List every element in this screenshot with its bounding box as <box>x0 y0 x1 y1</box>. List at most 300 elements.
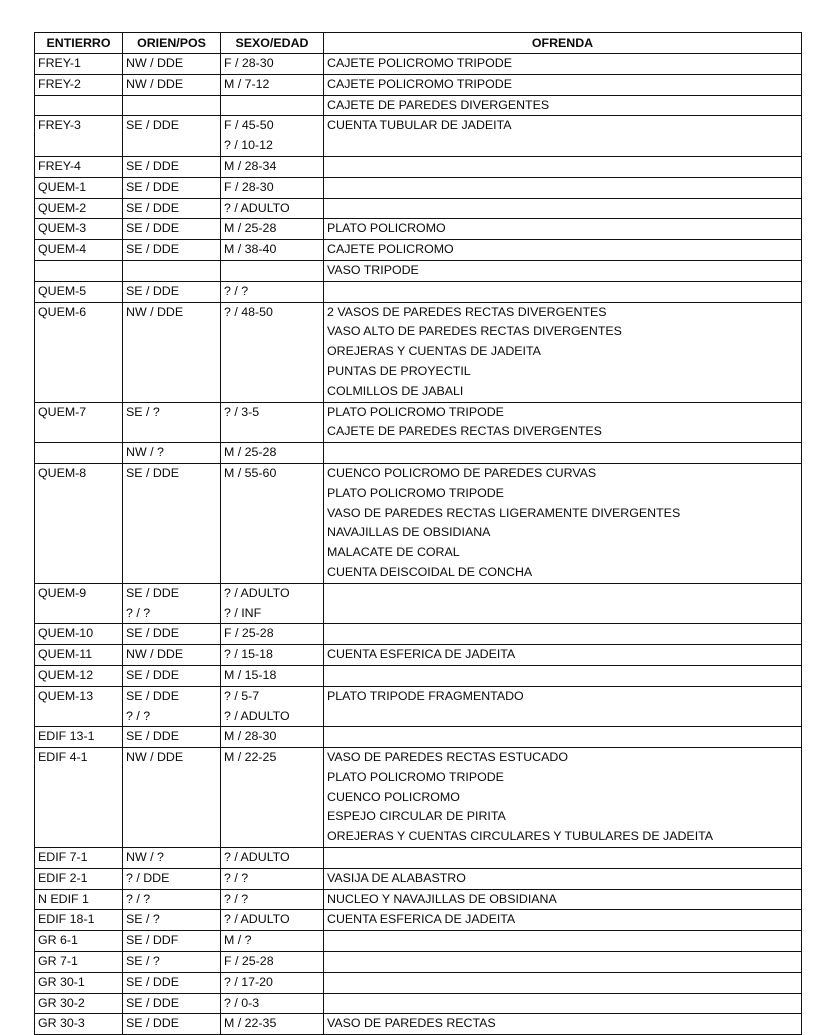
cell-sexo-edad <box>221 116 324 157</box>
cell-entierro <box>35 848 123 869</box>
cell-line: FREY-1 <box>38 56 81 70</box>
cell-ofrenda <box>324 463 802 583</box>
cell-ofrenda <box>324 993 802 1014</box>
cell-line: MALACATE DE CORAL <box>327 545 460 560</box>
cell-sexo-edad <box>221 240 324 261</box>
table-row <box>35 931 802 952</box>
cell-line: GR 30-1 <box>38 974 85 989</box>
cell-line: ? / ? <box>126 891 151 906</box>
cell-orien-pos <box>123 931 221 952</box>
cell-orien-pos <box>123 889 221 910</box>
table-row <box>35 95 802 116</box>
cell-sexo-edad <box>221 727 324 748</box>
cell-ofrenda <box>324 240 802 261</box>
cell-line: SE / DDE <box>126 585 180 600</box>
cell-line: CUENCO POLICROMO <box>327 789 460 804</box>
cell-entierro <box>35 686 123 727</box>
cell-line: VASO ALTO DE PAREDES RECTAS DIVERGENTES <box>327 324 622 339</box>
cell-line: SE / DDE <box>126 974 180 989</box>
cell-ofrenda <box>324 665 802 686</box>
cell-line: M / 25-28 <box>224 221 277 236</box>
cell-line: CAJETE DE PAREDES RECTAS DIVERGENTES <box>327 424 602 439</box>
cell-orien-pos <box>123 156 221 177</box>
table-row <box>35 686 802 727</box>
cell-line: NW / DDE <box>126 76 184 91</box>
cell-line: M / 22-35 <box>224 1016 277 1031</box>
cell-line: SE / ? <box>126 954 160 969</box>
cell-entierro <box>35 443 123 464</box>
cell-line: ? / ADULTO <box>224 200 290 215</box>
cell-sexo-edad <box>221 54 324 75</box>
cell-line: QUEM-13 <box>38 688 94 703</box>
cell-line: EDIF 2-1 <box>38 870 88 885</box>
cell-sexo-edad <box>221 198 324 219</box>
cell-sexo-edad <box>221 302 324 402</box>
cell-ofrenda <box>324 95 802 116</box>
cell-line: GR 6-1 <box>38 933 78 948</box>
cell-line: QUEM-7 <box>38 404 87 419</box>
cell-entierro <box>35 463 123 583</box>
cell-sexo-edad <box>221 281 324 302</box>
cell-line: ? / 10-12 <box>224 138 273 153</box>
cell-line <box>327 584 798 604</box>
cell-sexo-edad <box>221 74 324 95</box>
cell-line: PLATO POLICROMO TRIPODE <box>327 769 504 784</box>
cell-ofrenda <box>324 931 802 952</box>
cell-orien-pos <box>123 260 221 281</box>
cell-line: QUEM-10 <box>38 626 94 641</box>
cell-entierro <box>35 910 123 931</box>
table-row <box>35 116 802 157</box>
cell-line: SE / DDE <box>126 179 180 194</box>
cell-sexo-edad <box>221 931 324 952</box>
cell-line: NAVAJILLAS DE OBSIDIANA <box>327 525 491 540</box>
cell-entierro <box>35 1014 123 1035</box>
cell-entierro <box>35 645 123 666</box>
cell-entierro <box>35 156 123 177</box>
cell-entierro <box>35 889 123 910</box>
cell-line: SE / DDE <box>126 242 180 257</box>
cell-line: NW / ? <box>126 850 164 865</box>
cell-line <box>38 96 119 116</box>
cell-line: EDIF 18-1 <box>38 912 95 927</box>
cell-line <box>327 848 798 868</box>
cell-line: NW / ? <box>126 445 164 460</box>
table-row <box>35 198 802 219</box>
cell-line <box>327 157 798 177</box>
cell-orien-pos <box>123 463 221 583</box>
table-row <box>35 583 802 624</box>
table-row <box>35 910 802 931</box>
cell-orien-pos <box>123 868 221 889</box>
cell-ofrenda <box>324 260 802 281</box>
cell-entierro <box>35 281 123 302</box>
cell-ofrenda <box>324 219 802 240</box>
cell-sexo-edad <box>221 219 324 240</box>
cell-line: QUEM-8 <box>38 465 87 480</box>
cell-orien-pos <box>123 443 221 464</box>
cell-line: SE / DDE <box>126 283 180 298</box>
table-row <box>35 972 802 993</box>
cell-line: CUENTA DEISCOIDAL DE CONCHA <box>327 564 533 579</box>
cell-line: GR 7-1 <box>38 954 78 969</box>
cell-line: ? / ? <box>224 891 249 906</box>
cell-sexo-edad <box>221 889 324 910</box>
table-row <box>35 260 802 281</box>
cell-line <box>327 443 798 463</box>
cell-entierro <box>35 116 123 157</box>
cell-line: ? / 0-3 <box>224 995 260 1010</box>
cell-ofrenda <box>324 198 802 219</box>
table-row <box>35 868 802 889</box>
cell-ofrenda <box>324 402 802 443</box>
cell-line <box>38 261 119 281</box>
cell-sexo-edad <box>221 972 324 993</box>
header-ofrenda: OFRENDA <box>324 33 802 54</box>
cell-sexo-edad <box>221 260 324 281</box>
cell-sexo-edad <box>221 624 324 645</box>
cell-line: ? / ADULTO <box>224 912 290 927</box>
cell-orien-pos <box>123 910 221 931</box>
table-row <box>35 443 802 464</box>
cell-line: QUEM-4 <box>38 242 87 257</box>
cell-line <box>327 973 798 993</box>
cell-line: SE / DDE <box>126 200 180 215</box>
cell-entierro <box>35 74 123 95</box>
cell-sexo-edad <box>221 583 324 624</box>
cell-entierro <box>35 748 123 848</box>
table-row <box>35 54 802 75</box>
burial-table <box>34 32 802 1035</box>
cell-line: ? / ADULTO <box>224 850 290 865</box>
cell-orien-pos <box>123 116 221 157</box>
cell-sexo-edad <box>221 443 324 464</box>
cell-line: VASO DE PAREDES RECTAS <box>327 1016 496 1031</box>
cell-line: QUEM-12 <box>38 667 94 682</box>
cell-orien-pos <box>123 177 221 198</box>
cell-line: QUEM-9 <box>38 585 87 600</box>
cell-entierro <box>35 931 123 952</box>
cell-entierro <box>35 177 123 198</box>
cell-line: SE / DDE <box>126 465 180 480</box>
cell-orien-pos <box>123 1014 221 1035</box>
cell-line: ? / ADULTO <box>224 585 290 600</box>
cell-line: M / 22-25 <box>224 750 277 765</box>
cell-line: M / 7-12 <box>224 76 270 91</box>
cell-ofrenda <box>324 727 802 748</box>
cell-line: VASIJA DE ALABASTRO <box>327 870 466 885</box>
cell-ofrenda <box>324 177 802 198</box>
cell-line: SE / DDE <box>126 1016 180 1031</box>
cell-entierro <box>35 952 123 973</box>
cell-line: ? / 15-18 <box>224 647 273 662</box>
cell-line: F / 28-30 <box>224 179 274 194</box>
cell-line: NW / DDE <box>126 750 184 765</box>
cell-entierro <box>35 972 123 993</box>
cell-line <box>38 443 119 463</box>
cell-sexo-edad <box>221 645 324 666</box>
cell-line <box>327 178 798 198</box>
cell-ofrenda <box>324 848 802 869</box>
cell-line: FREY-2 <box>38 76 81 91</box>
cell-line: VASO TRIPODE <box>327 262 419 277</box>
table-row <box>35 281 802 302</box>
table-row <box>35 624 802 645</box>
table-row <box>35 463 802 583</box>
cell-line: NW / DDE <box>126 304 184 319</box>
cell-line: SE / DDE <box>126 688 180 703</box>
cell-line: ? / 3-5 <box>224 404 260 419</box>
cell-entierro <box>35 402 123 443</box>
cell-line: COLMILLOS DE JABALI <box>327 383 464 398</box>
cell-line <box>327 624 798 644</box>
cell-orien-pos <box>123 302 221 402</box>
cell-entierro <box>35 727 123 748</box>
cell-line: QUEM-3 <box>38 221 87 236</box>
cell-orien-pos <box>123 748 221 848</box>
cell-line: ? / 5-7 <box>224 688 260 703</box>
header-entierro: ENTIERRO <box>35 33 123 54</box>
cell-line: SE / DDE <box>126 729 180 744</box>
cell-ofrenda <box>324 952 802 973</box>
cell-ofrenda <box>324 156 802 177</box>
cell-line <box>327 282 798 302</box>
cell-line <box>224 261 320 281</box>
cell-line: FREY-4 <box>38 158 81 173</box>
cell-line: M / 25-28 <box>224 445 277 460</box>
cell-sexo-edad <box>221 463 324 583</box>
cell-line: NW / DDE <box>126 56 184 70</box>
cell-entierro <box>35 583 123 624</box>
cell-sexo-edad <box>221 952 324 973</box>
cell-line: M / 38-40 <box>224 242 277 257</box>
cell-line: ? / INF <box>224 605 262 620</box>
cell-sexo-edad <box>221 665 324 686</box>
cell-sexo-edad <box>221 156 324 177</box>
cell-sexo-edad <box>221 177 324 198</box>
cell-line: GR 30-2 <box>38 995 85 1010</box>
cell-line: F / 28-30 <box>224 56 274 70</box>
cell-orien-pos <box>123 281 221 302</box>
cell-line <box>224 96 320 116</box>
cell-line: EDIF 13-1 <box>38 729 95 744</box>
cell-orien-pos <box>123 848 221 869</box>
cell-line: ? / ? <box>224 283 249 298</box>
cell-entierro <box>35 868 123 889</box>
cell-ofrenda <box>324 1014 802 1035</box>
table-row <box>35 240 802 261</box>
cell-line: SE / DDF <box>126 933 179 948</box>
cell-line: SE / DDE <box>126 626 180 641</box>
cell-line: CAJETE POLICROMO <box>327 242 454 257</box>
cell-ofrenda <box>324 54 802 75</box>
cell-orien-pos <box>123 727 221 748</box>
cell-line: VASO DE PAREDES RECTAS LIGERAMENTE DIVERGENTES <box>327 505 681 520</box>
cell-orien-pos <box>123 972 221 993</box>
cell-line: SE / DDE <box>126 158 180 173</box>
cell-line <box>327 931 798 951</box>
cell-line: ? / ? <box>224 870 249 885</box>
cell-line: N EDIF 1 <box>38 891 89 906</box>
cell-line: ? / 48-50 <box>224 304 273 319</box>
cell-ofrenda <box>324 748 802 848</box>
cell-line: SE / DDE <box>126 995 180 1010</box>
cell-ofrenda <box>324 302 802 402</box>
cell-orien-pos <box>123 624 221 645</box>
cell-line: CUENTA ESFERICA DE JADEITA <box>327 647 516 662</box>
cell-line: SE / DDE <box>126 118 180 133</box>
cell-line <box>327 952 798 972</box>
cell-sexo-edad <box>221 686 324 727</box>
cell-line: M / ? <box>224 933 252 948</box>
cell-ofrenda <box>324 686 802 727</box>
burial-table-sheet <box>34 32 801 1035</box>
cell-line: OREJERAS Y CUENTAS DE JADEITA <box>327 344 541 359</box>
table-row <box>35 74 802 95</box>
cell-sexo-edad <box>221 402 324 443</box>
table-row <box>35 645 802 666</box>
cell-line: NUCLEO Y NAVAJILLAS DE OBSIDIANA <box>327 891 557 906</box>
cell-ofrenda <box>324 645 802 666</box>
cell-line: SE / ? <box>126 912 160 927</box>
cell-orien-pos <box>123 240 221 261</box>
table-row <box>35 156 802 177</box>
cell-entierro <box>35 54 123 75</box>
cell-line: ? / ADULTO <box>224 708 290 723</box>
cell-orien-pos <box>123 74 221 95</box>
table-row <box>35 952 802 973</box>
cell-sexo-edad <box>221 95 324 116</box>
cell-line: CAJETE DE PAREDES DIVERGENTES <box>327 97 550 112</box>
cell-line: SE / DDE <box>126 221 180 236</box>
cell-line <box>126 261 217 281</box>
cell-orien-pos <box>123 952 221 973</box>
cell-line <box>327 199 798 219</box>
cell-entierro <box>35 219 123 240</box>
cell-line: PLATO POLICROMO <box>327 221 446 236</box>
cell-ofrenda <box>324 972 802 993</box>
cell-orien-pos <box>123 645 221 666</box>
table-row <box>35 177 802 198</box>
cell-entierro <box>35 302 123 402</box>
cell-line: GR 30-3 <box>38 1016 85 1031</box>
table-row <box>35 889 802 910</box>
cell-entierro <box>35 624 123 645</box>
cell-ofrenda <box>324 889 802 910</box>
cell-orien-pos <box>123 665 221 686</box>
cell-line <box>327 994 798 1014</box>
cell-line: CUENTA ESFERICA DE JADEITA <box>327 912 516 927</box>
cell-line: QUEM-1 <box>38 179 87 194</box>
cell-line: M / 55-60 <box>224 465 277 480</box>
cell-orien-pos <box>123 993 221 1014</box>
cell-entierro <box>35 240 123 261</box>
cell-entierro <box>35 665 123 686</box>
cell-line: FREY-3 <box>38 118 81 133</box>
table-row <box>35 402 802 443</box>
cell-line <box>327 666 798 686</box>
cell-orien-pos <box>123 402 221 443</box>
cell-line: CUENTA TUBULAR DE JADEITA <box>327 118 512 133</box>
cell-line: CAJETE POLICROMO TRIPODE <box>327 76 512 91</box>
cell-line: QUEM-11 <box>38 647 93 662</box>
cell-ofrenda <box>324 74 802 95</box>
cell-entierro <box>35 993 123 1014</box>
cell-sexo-edad <box>221 868 324 889</box>
cell-line: PLATO POLICROMO TRIPODE <box>327 404 504 419</box>
cell-orien-pos <box>123 686 221 727</box>
cell-line: 2 VASOS DE PAREDES RECTAS DIVERGENTES <box>327 304 607 319</box>
cell-entierro <box>35 198 123 219</box>
header-row <box>35 33 802 54</box>
cell-orien-pos <box>123 198 221 219</box>
cell-line: PLATO POLICROMO TRIPODE <box>327 485 504 500</box>
cell-line: CUENCO POLICROMO DE PAREDES CURVAS <box>327 465 597 480</box>
cell-orien-pos <box>123 583 221 624</box>
table-row <box>35 993 802 1014</box>
cell-sexo-edad <box>221 993 324 1014</box>
cell-line: ? / ? <box>126 708 151 723</box>
table-row <box>35 665 802 686</box>
cell-line: PUNTAS DE PROYECTIL <box>327 363 471 378</box>
cell-orien-pos <box>123 219 221 240</box>
cell-ofrenda <box>324 583 802 624</box>
cell-ofrenda <box>324 910 802 931</box>
cell-line: PLATO TRIPODE FRAGMENTADO <box>327 688 524 703</box>
table-row <box>35 302 802 402</box>
cell-line: F / 25-28 <box>224 954 274 969</box>
table-row <box>35 1014 802 1035</box>
cell-ofrenda <box>324 281 802 302</box>
cell-ofrenda <box>324 868 802 889</box>
cell-line: F / 25-28 <box>224 626 274 641</box>
cell-line <box>327 727 798 747</box>
table-row <box>35 727 802 748</box>
cell-line: M / 28-34 <box>224 158 277 173</box>
cell-entierro <box>35 95 123 116</box>
cell-line: QUEM-2 <box>38 200 87 215</box>
table-row <box>35 748 802 848</box>
cell-line: F / 45-50 <box>224 118 274 133</box>
cell-line: NW / DDE <box>126 647 184 662</box>
cell-sexo-edad <box>221 910 324 931</box>
cell-orien-pos <box>123 54 221 75</box>
table-body <box>35 54 802 1035</box>
cell-line: QUEM-5 <box>38 283 87 298</box>
cell-line: ? / DDE <box>126 870 170 885</box>
table-row <box>35 848 802 869</box>
cell-entierro <box>35 260 123 281</box>
cell-line: ? / ? <box>126 605 151 620</box>
cell-line: M / 28-30 <box>224 729 277 744</box>
cell-line: SE / DDE <box>126 667 180 682</box>
cell-sexo-edad <box>221 848 324 869</box>
cell-line: ESPEJO CIRCULAR DE PIRITA <box>327 809 506 824</box>
cell-line: EDIF 4-1 <box>38 750 88 765</box>
cell-sexo-edad <box>221 748 324 848</box>
cell-line: ? / 17-20 <box>224 974 273 989</box>
cell-line: M / 15-18 <box>224 667 277 682</box>
cell-ofrenda <box>324 443 802 464</box>
cell-line: SE / ? <box>126 404 160 419</box>
cell-line: EDIF 7-1 <box>38 850 88 865</box>
cell-ofrenda <box>324 116 802 157</box>
cell-line: VASO DE PAREDES RECTAS ESTUCADO <box>327 750 568 765</box>
cell-ofrenda <box>324 624 802 645</box>
cell-sexo-edad <box>221 1014 324 1035</box>
cell-line <box>126 96 217 116</box>
header-orien-pos: ORIEN/POS <box>123 33 221 54</box>
